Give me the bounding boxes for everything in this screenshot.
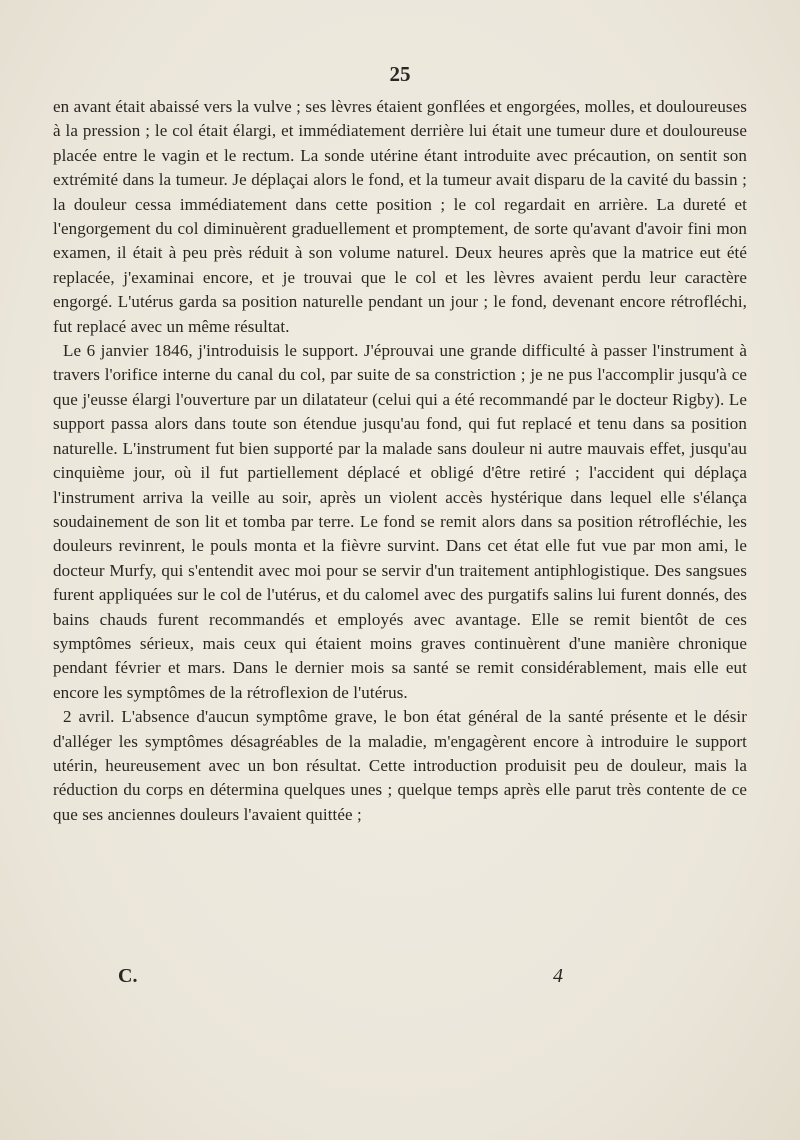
body-text: [53, 95, 747, 827]
paragraph-2: Le 6 janvier 1846, j'introduisis le support. J'éprouvai une grande difficulté à passer l'instrument à travers l'orifice interne du canal du col, par suite de sa constriction ; je ne pus l'accomplir jusqu'à ce que j'eusse élargi l'ouverture par un dilatateur (celui qui a été recommandé par le docteur Rigby). Le support passa alors dans toute son étendue jusqu'au fond, qui fut replacé et tenu dans sa position naturelle. L'instrument fut bien supporté par la malade sans douleur ni autre mauvais effet, jusqu'au cinquième jour, où il fut partiellement déplacé et obligé d'être retiré ; l'accident qui déplaça l'instrument arriva la veille au soir, après un violent accès hystérique dans lequel elle s'élança soudainement de son lit et tomba par terre. Le fond se remit alors dans sa position rétrofléchie, les douleurs revinrent, le pouls monta et la fièvre survint. Dans cet état elle fut vue par mon ami, le docteur Murfy, qui s'entendit avec moi pour se servir d'un traitement antiphlogistique. Des sangsues furent appliquées sur le col de l'utérus, et du calomel avec des purgatifs salins lui furent donnés, des bains chauds furent recommandés et employés avec avantage. Elle se remit bientôt de ces symptômes sérieux, mais ceux qui étaient moins graves continuèrent d'une manière chronique pendant février et mars. Dans le dernier mois sa santé se remit considérablement, mais elle eut encore les symptômes de la rétroflexion de l'utérus.: [53, 341, 747, 702]
paragraph-3: 2 avril. L'absence d'aucun symptôme grave, le bon état général de la santé présente et le désir d'alléger les symptômes désagréables de la maladie, m'engagèrent encore à introduire le support utérin, heureusement avec un bon résultat. Cette introduction produisit peu de douleur, mais la réduction du corps en détermina quelques unes ; quelque temps après elle parut très contente de ce que ses anciennes douleurs l'avaient quittée ;: [53, 707, 747, 824]
signature-marks: [53, 965, 747, 995]
signature-number: 4: [553, 965, 563, 987]
paragraph-1: en avant était abaissé vers la vulve ; ses lèvres étaient gonflées et engorgées, molles, et douloureuses à la pression ; le col était élargi, et immédiatement derrière lui était une tumeur dure et douloureuse placée entre le vagin et le rectum. La sonde utérine étant introduite avec précaution, on sentit son extrémité dans la tumeur. Je déplaçai alors le fond, et la tumeur avait disparu de la cavité du bassin ; la douleur cessa immédiatement dans cette position ; le col regardait en arrière. La dureté et l'engorgement du col diminuèrent graduellement et promptement, de sorte qu'avant d'avoir fini mon examen, il était à peu près réduit à son volume naturel. Deux heures après que la matrice eut été replacée, j'examinai encore, et je trouvai que le col et les lèvres avaient perdu leur caractère engorgé. L'utérus garda sa position naturelle pendant un jour ; le fond, devenant encore rétrofléchi, fut replacé avec un même résultat.: [53, 97, 747, 336]
page-number: 25: [389, 62, 411, 86]
signature-letter: C.: [118, 965, 138, 987]
